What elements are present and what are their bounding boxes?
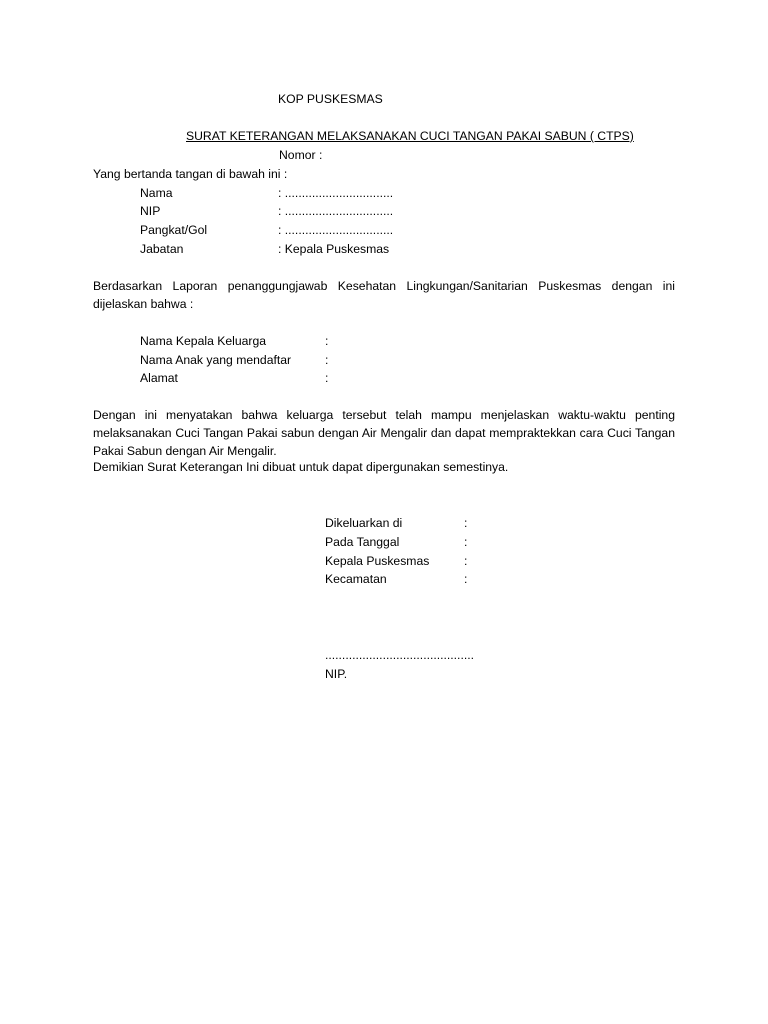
signature-line: ............................................ [325,648,474,662]
district-value: : [464,572,468,586]
letterhead: KOP PUSKESMAS [278,92,383,106]
document-title: SURAT KETERANGAN MELAKSANAKAN CUCI TANGAN PAKAI SABUN ( CTPS) [186,129,634,143]
address-value: : [325,371,329,385]
paragraph-statement: Dengan ini menyatakan bahwa keluarga tersebut telah mampu menjelaskan waktu-waktu penting melaksanakan Cuci Tangan Pakai sabun dengan Air Mengalir dan dapat mempraktekkan cara Cuci Tangan Pakai Sabun dengan Air Mengalir. [93,408,675,458]
issued-at-value: : [464,516,468,530]
official-nip-value: : ................................ [278,204,394,218]
child-name-value: : [325,353,329,367]
official-rank-value: : ................................ [278,223,394,237]
child-name-label: Nama Anak yang mendaftar [140,353,292,367]
document-number-label: Nomor : [279,148,323,162]
family-head-label: Nama Kepala Keluarga [140,334,267,348]
official-rank-label: Pangkat/Gol [140,223,208,237]
official-position-value: : Kepala Puskesmas [278,242,390,256]
official-position-label: Jabatan [140,242,184,256]
address-label: Alamat [140,371,178,385]
family-head-value: : [325,334,329,348]
district-label: Kecamatan [325,572,387,586]
issued-date-value: : [464,535,468,549]
head-of-puskesmas-label: Kepala Puskesmas [325,554,430,568]
paragraph-basis: Berdasarkan Laporan penanggungjawab Kesehatan Lingkungan/Sanitarian Puskesmas dengan ini dijelaskan bahwa : [93,279,675,311]
intro-statement: Yang bertanda tangan di bawah ini : [93,167,288,181]
paragraph-closing: Demikian Surat Keterangan Ini dibuat untuk dapat dipergunakan semestinya. [93,460,509,474]
head-of-puskesmas-value: : [464,554,468,568]
issued-at-label: Dikeluarkan di [325,516,403,530]
issued-date-label: Pada Tanggal [325,535,400,549]
official-nip-label: NIP [140,204,161,218]
official-name-value: : ................................ [278,186,394,200]
official-name-label: Nama [140,186,173,200]
signature-nip: NIP. [325,667,348,681]
